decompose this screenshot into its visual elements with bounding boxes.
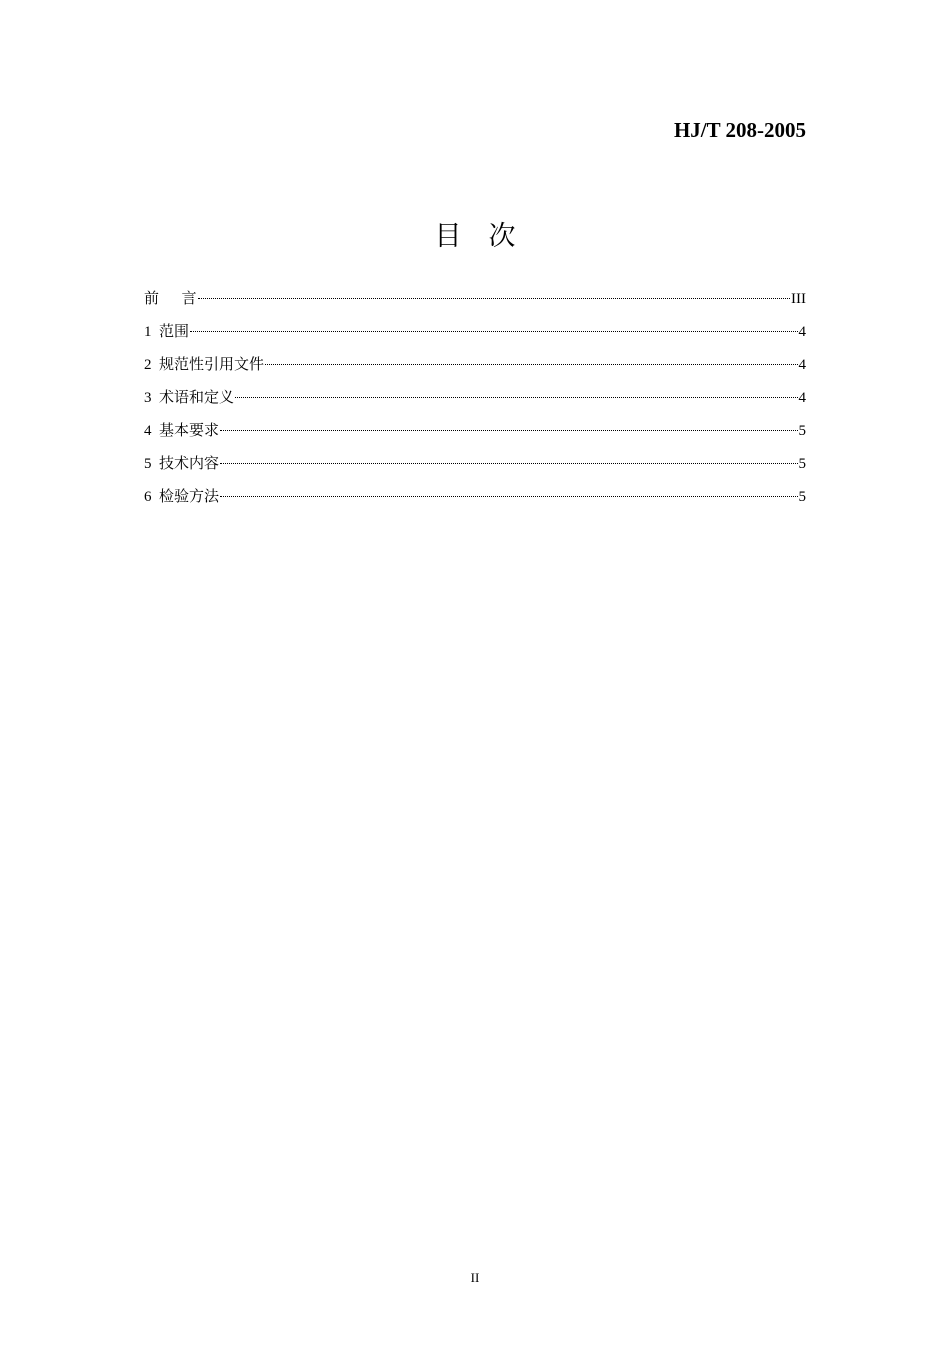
toc-entry-page: 5 (798, 456, 806, 472)
document-code: HJ/T 208-2005 (673, 118, 806, 142)
toc-entry-label: 前 言 (144, 291, 197, 307)
toc-dot-leader (265, 363, 797, 365)
toc-entry-page: 5 (798, 489, 806, 505)
toc-entry-label: 4 基本要求 (144, 423, 220, 439)
toc-dot-leader (220, 495, 797, 497)
toc-entry-technical-content[interactable] (144, 452, 806, 485)
table-of-contents (144, 287, 806, 518)
toc-entry-page: 4 (798, 390, 806, 406)
toc-entry-scope[interactable] (144, 320, 806, 353)
toc-title: 目 次 (434, 221, 516, 251)
toc-entry-page: 4 (798, 357, 806, 373)
toc-dot-leader (198, 297, 790, 299)
page-number: II (470, 1270, 480, 1285)
toc-entry-label: 6 检验方法 (144, 489, 220, 505)
toc-entry-page: 5 (798, 423, 806, 439)
toc-entry-page: III (791, 291, 806, 307)
toc-entry-label: 2 规范性引用文件 (144, 357, 265, 373)
toc-entry-foreword[interactable] (144, 287, 806, 320)
toc-entry-terms-definitions[interactable] (144, 386, 806, 419)
toc-entry-normative-references[interactable] (144, 353, 806, 386)
toc-dot-leader (220, 462, 797, 464)
toc-entry-label: 1 范围 (144, 324, 190, 340)
toc-entry-basic-requirements[interactable] (144, 419, 806, 452)
toc-entry-label: 5 技术内容 (144, 456, 220, 472)
toc-entry-label: 3 术语和定义 (144, 390, 235, 406)
toc-dot-leader (220, 429, 797, 431)
toc-entry-page: 4 (798, 324, 806, 340)
toc-entry-test-methods[interactable] (144, 485, 806, 518)
toc-dot-leader (190, 330, 797, 332)
toc-dot-leader (235, 396, 797, 398)
